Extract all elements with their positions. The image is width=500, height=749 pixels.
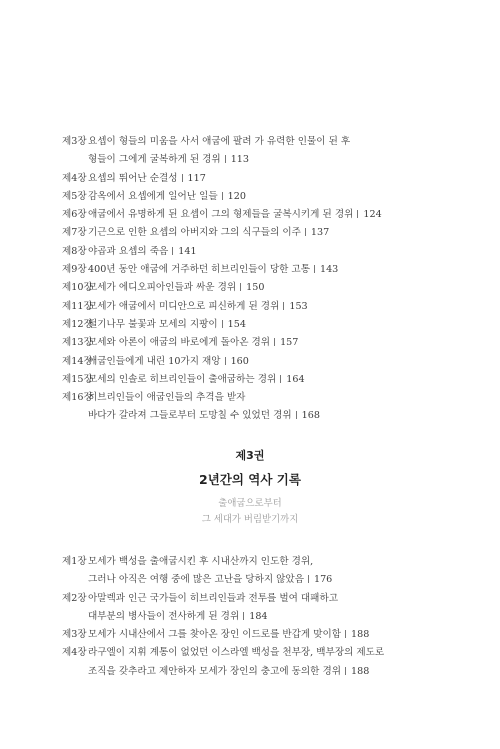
separator (314, 265, 315, 273)
separator (357, 210, 358, 218)
chapter-number: 제3장 (62, 136, 87, 147)
chapter-title: 모세의 인솔로 히브리인들이 출애굽하는 경위 (88, 373, 277, 385)
page-number: 124 (363, 209, 382, 221)
separator (345, 630, 346, 638)
chapter-title: 그러나 아직은 여행 중에 많은 고난을 당하지 않았음 (88, 574, 304, 586)
chapter-number: 제3장 (62, 629, 87, 641)
page-number: 160 (230, 355, 249, 367)
chapter-title: 라구엘이 지휘 계통이 없었던 이스라엘 백성을 천부장, 백부장의 제도로 (88, 647, 385, 659)
toc-entry (62, 389, 472, 426)
toc-entry (62, 170, 472, 188)
book-subtitle (0, 496, 500, 528)
toc-entry (62, 353, 472, 371)
page-number: 117 (187, 172, 206, 184)
chapter-title: 기근으로 인한 요셉의 아버지와 그의 식구들의 이주 (88, 227, 301, 239)
chapter-number: 제4장 (62, 172, 87, 184)
page-number: 120 (227, 190, 246, 202)
page-number: 143 (319, 264, 339, 276)
chapter-title: 애굽인들에게 내린 10가지 재앙 (88, 355, 221, 367)
separator (222, 192, 223, 200)
chapter-number: 제16장 (62, 392, 93, 404)
separator (296, 411, 297, 419)
chapter-number: 제10장 (62, 282, 93, 294)
chapter-title: 요셉이 형들의 미움을 사서 애굽에 팔려 가 유력한 인물이 된 후 (88, 136, 351, 147)
toc-entry (62, 626, 472, 644)
toc-entry (62, 188, 472, 206)
chapter-title: 형들이 그에게 굴복하게 된 경위 (88, 154, 221, 166)
page-number: 137 (310, 227, 330, 239)
toc-entry (62, 553, 472, 590)
toc-entry (62, 224, 472, 242)
chapter-number: 제11장 (62, 300, 93, 312)
toc-entry (62, 298, 472, 316)
separator (172, 247, 173, 255)
toc-entry (62, 133, 472, 170)
chapter-title: 모세가 시내산에서 그를 찾아온 장인 이드로를 반갑게 맞이함 (88, 629, 342, 641)
page-number: 164 (286, 373, 305, 385)
book-subtitle-line: 출애굽으로부터 (218, 498, 282, 509)
chapter-title: 야곱과 요셉의 죽음 (88, 245, 169, 257)
toc-entry (62, 644, 472, 681)
page-number: 176 (313, 574, 333, 586)
separator (243, 612, 244, 620)
separator (182, 174, 183, 182)
chapter-title: 떨기나무 불꽃과 모세의 지팡이 (88, 318, 218, 330)
separator (345, 667, 346, 675)
chapter-number: 제8장 (62, 245, 87, 257)
book-subtitle-line: 그 세대가 버림받기까지 (201, 514, 299, 525)
chapter-title: 애굽에서 유명하게 된 요셉이 그의 형제들을 굴복시키게 된 경위 (88, 209, 354, 221)
separator (225, 357, 226, 365)
chapter-number: 제9장 (62, 264, 87, 276)
chapter-title: 요셉의 뛰어난 순결성 (88, 172, 178, 184)
chapter-title: 모세가 애굽에서 미디안으로 피신하게 된 경위 (88, 300, 280, 312)
book-title: 2년간의 역사 기록 (199, 472, 301, 487)
chapter-number: 제4장 (62, 647, 87, 659)
toc-entry (62, 261, 472, 279)
chapter-number: 제12장 (62, 318, 93, 330)
page-number: 150 (246, 282, 265, 294)
chapter-number: 제2장 (62, 592, 87, 604)
toc-list-top (62, 133, 472, 426)
chapter-title: 조직을 갖추라고 제안하자 모세가 장인의 충고에 동의한 경위 (88, 665, 342, 677)
page-number: 154 (227, 318, 246, 330)
separator (305, 228, 306, 236)
toc-entry (62, 279, 472, 297)
chapter-title: 모세가 백성을 출애굽시킨 후 시내산까지 인도한 경위, (88, 556, 314, 567)
chapter-number: 제15장 (62, 373, 93, 385)
chapter-title: 히브리인들이 애굽인들의 추격을 받자 (88, 392, 246, 404)
separator (274, 338, 275, 346)
chapter-title: 바다가 갈라져 그들로부터 도망칠 수 있었던 경위 (88, 410, 292, 422)
toc-entry (62, 371, 472, 389)
separator (225, 155, 226, 163)
page-number: 188 (351, 629, 370, 641)
chapter-number: 제1장 (62, 556, 87, 567)
chapter-number: 제14장 (62, 355, 93, 367)
chapter-number: 제6장 (62, 209, 87, 221)
chapter-number: 제5장 (62, 190, 87, 202)
chapter-number: 제13장 (62, 337, 93, 349)
chapter-title: 감옥에서 요셉에게 일어난 일들 (88, 190, 218, 202)
book-volume-label: 제3권 (235, 449, 265, 462)
chapter-number: 제7장 (62, 227, 87, 239)
chapter-title: 아말렉과 인근 국가들이 히브리인들과 전투를 벌여 대패하고 (88, 592, 338, 604)
chapter-title: 모세가 에디오피아인들과 싸운 경위 (88, 282, 237, 294)
page-number: 184 (249, 610, 268, 622)
toc-entry (62, 334, 472, 352)
page-number: 153 (289, 300, 308, 312)
chapter-title: 대부분의 병사들이 전사하게 된 경위 (88, 610, 240, 622)
separator (240, 283, 241, 291)
page-number: 168 (301, 410, 320, 422)
toc-entry (62, 206, 472, 224)
separator (280, 375, 281, 383)
separator (283, 302, 284, 310)
page-number: 188 (351, 665, 370, 677)
page-number: 113 (230, 154, 249, 166)
toc-entry (62, 316, 472, 334)
toc-list-bottom (62, 553, 472, 681)
chapter-title: 400년 동안 애굽에 거주하던 히브리인들이 당한 고통 (88, 264, 310, 276)
toc-entry (62, 243, 472, 261)
separator (222, 320, 223, 328)
chapter-title: 모세와 아론이 애굽의 바로에게 돌아온 경위 (88, 337, 271, 349)
page-number: 157 (280, 337, 299, 349)
toc-entry (62, 590, 472, 627)
separator (308, 575, 309, 583)
page-number: 141 (178, 245, 197, 257)
